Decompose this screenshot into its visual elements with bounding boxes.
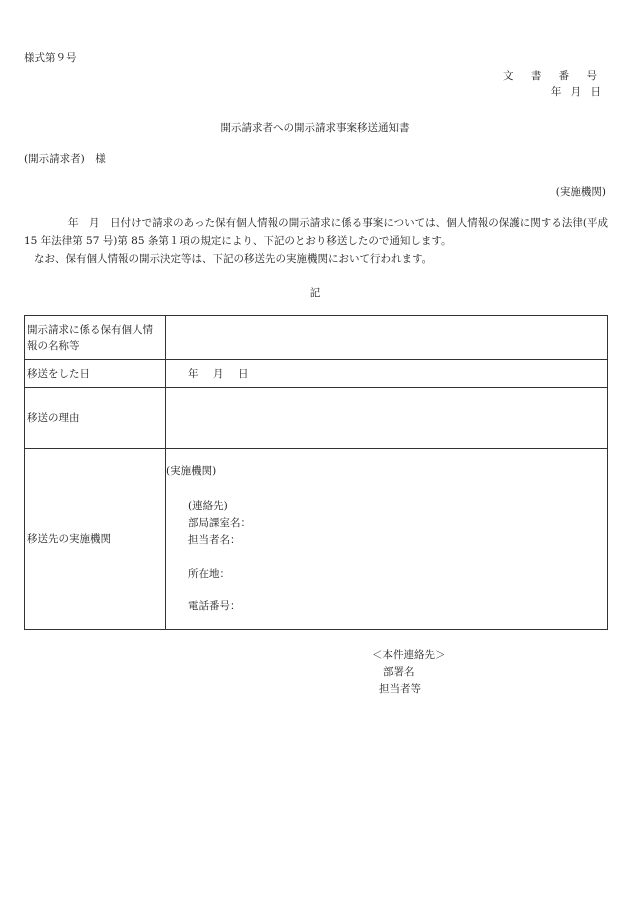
contact-dept: 部署名 <box>383 666 415 678</box>
document-number-label: 文 書 番 号 <box>502 70 604 82</box>
body-paragraph-2: なお、保有個人情報の開示決定等は、下記の移送先の実施機関において行われます。 <box>34 253 433 265</box>
dest-dept-text: 部局課室名： <box>188 517 251 529</box>
transfer-date-value: 年 月 日 <box>166 360 608 388</box>
destination-agency-label: 移送先の実施機関 <box>25 449 166 630</box>
contact-heading: ＜本件連絡先＞ <box>372 649 446 661</box>
notice-body <box>24 214 608 268</box>
dest-address-text: 所在地： <box>188 568 230 580</box>
info-name-label: 開示請求に係る保有個人情報の名称等 <box>25 316 166 360</box>
table-row <box>25 316 608 360</box>
dest-phone-text: 電話番号： <box>188 600 241 612</box>
dest-contact-text: (連絡先) <box>188 500 228 512</box>
contact-person: 担当者等 <box>379 683 421 695</box>
dest-agency-text: (実施機関) <box>166 465 217 477</box>
document-title: 開示請求者への開示請求事案移送通知書 <box>220 122 410 134</box>
recipient-line: (開示請求者) 様 <box>24 153 106 165</box>
dest-person-text: 担当者名： <box>188 534 241 546</box>
ki-heading: 記 <box>309 287 321 299</box>
transfer-reason-value <box>166 388 608 449</box>
info-name-value <box>166 316 608 360</box>
document-date-label: 年 月 日 <box>550 86 604 98</box>
destination-agency-value <box>166 449 608 630</box>
table-row <box>25 449 608 630</box>
body-paragraph-1: 年 月 日付けで請求のあった保有個人情報の開示請求に係る事案については、個人情報の保護に関する法律(平成 15 年法律第 57 号)第 85 条第１項の規定により、下記のとおり移送したので通知します。 <box>24 217 608 247</box>
form-number: 様式第９号 <box>24 52 77 64</box>
sender-agency: (実施機関) <box>555 186 606 198</box>
transfer-reason-label: 移送の理由 <box>25 388 166 449</box>
table-row <box>25 388 608 449</box>
table-row <box>25 360 608 388</box>
transfer-date-label: 移送をした日 <box>25 360 166 388</box>
transfer-info-table <box>24 315 608 630</box>
